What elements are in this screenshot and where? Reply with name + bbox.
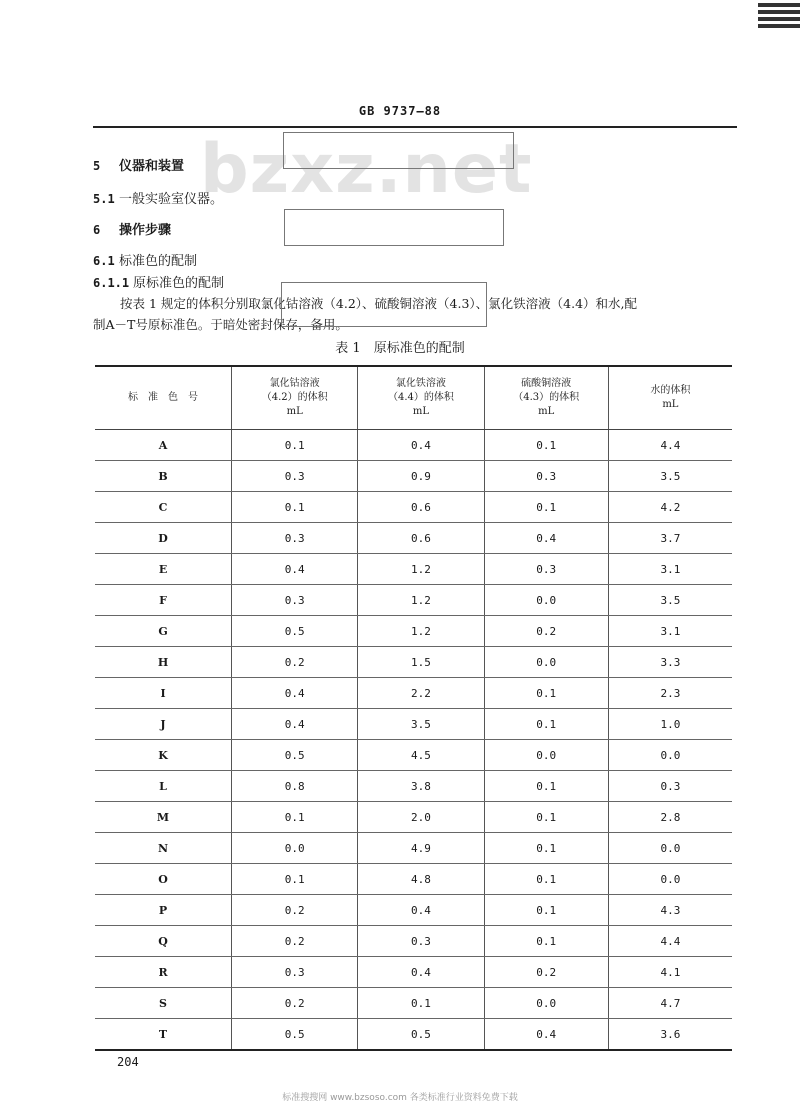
cell-copper-sulfate: 0.1 xyxy=(484,492,608,523)
table-row xyxy=(95,926,732,957)
standard-color-table xyxy=(95,365,732,1051)
redaction-box xyxy=(281,282,487,327)
cell-copper-sulfate: 0.1 xyxy=(484,833,608,864)
cell-cobalt-chloride: 0.5 xyxy=(232,1019,358,1051)
cell-ferric-chloride: 2.2 xyxy=(358,678,484,709)
header-copper-sulfate: 硫酸铜溶液 （4.3）的体积 mL xyxy=(484,366,608,430)
table-row xyxy=(95,678,732,709)
cell-color-number: P xyxy=(95,895,232,926)
cell-cobalt-chloride: 0.1 xyxy=(232,802,358,833)
footer-source: 标准搜搜网 www.bzsoso.com 各类标准行业资料免费下载 xyxy=(282,1093,518,1103)
cell-color-number: B xyxy=(95,461,232,492)
cell-copper-sulfate: 0.3 xyxy=(484,554,608,585)
cell-copper-sulfate: 0.1 xyxy=(484,709,608,740)
corner-marks xyxy=(758,0,800,36)
table-row xyxy=(95,709,732,740)
cell-cobalt-chloride: 0.2 xyxy=(232,988,358,1019)
cell-water-volume: 3.5 xyxy=(608,461,732,492)
cell-color-number: Q xyxy=(95,926,232,957)
table-row xyxy=(95,957,732,988)
cell-ferric-chloride: 0.4 xyxy=(358,957,484,988)
cell-cobalt-chloride: 0.2 xyxy=(232,895,358,926)
cell-cobalt-chloride: 0.5 xyxy=(232,616,358,647)
cell-cobalt-chloride: 0.4 xyxy=(232,678,358,709)
cell-cobalt-chloride: 0.8 xyxy=(232,771,358,802)
section-5: 5 仪器和装置 xyxy=(93,159,185,174)
cell-cobalt-chloride: 0.4 xyxy=(232,554,358,585)
cell-ferric-chloride: 1.5 xyxy=(358,647,484,678)
table-row xyxy=(95,430,732,461)
redaction-box xyxy=(284,209,504,246)
cell-cobalt-chloride: 0.1 xyxy=(232,492,358,523)
cell-ferric-chloride: 1.2 xyxy=(358,585,484,616)
cell-cobalt-chloride: 0.5 xyxy=(232,740,358,771)
cell-copper-sulfate: 0.0 xyxy=(484,585,608,616)
table-row xyxy=(95,1019,732,1051)
table-row xyxy=(95,833,732,864)
section-5-1: 5.1 一般实验室仪器。 xyxy=(93,192,224,207)
cell-ferric-chloride: 0.3 xyxy=(358,926,484,957)
table-row xyxy=(95,864,732,895)
cell-water-volume: 3.3 xyxy=(608,647,732,678)
cell-ferric-chloride: 0.9 xyxy=(358,461,484,492)
table-row xyxy=(95,523,732,554)
cell-cobalt-chloride: 0.3 xyxy=(232,585,358,616)
table-row xyxy=(95,554,732,585)
cell-color-number: C xyxy=(95,492,232,523)
cell-ferric-chloride: 2.0 xyxy=(358,802,484,833)
header-cobalt-chloride: 氯化钴溶液 （4.2）的体积 mL xyxy=(232,366,358,430)
cell-copper-sulfate: 0.1 xyxy=(484,864,608,895)
table-row xyxy=(95,461,732,492)
cell-water-volume: 3.7 xyxy=(608,523,732,554)
watermark: bzxz.net xyxy=(200,130,533,209)
cell-water-volume: 0.3 xyxy=(608,771,732,802)
cell-water-volume: 4.2 xyxy=(608,492,732,523)
cell-cobalt-chloride: 0.1 xyxy=(232,864,358,895)
cell-color-number: D xyxy=(95,523,232,554)
cell-water-volume: 0.0 xyxy=(608,740,732,771)
cell-water-volume: 0.0 xyxy=(608,864,732,895)
cell-cobalt-chloride: 0.3 xyxy=(232,523,358,554)
cell-ferric-chloride: 0.4 xyxy=(358,895,484,926)
cell-ferric-chloride: 1.2 xyxy=(358,616,484,647)
cell-ferric-chloride: 4.9 xyxy=(358,833,484,864)
cell-water-volume: 4.4 xyxy=(608,926,732,957)
cell-ferric-chloride: 3.8 xyxy=(358,771,484,802)
cell-color-number: O xyxy=(95,864,232,895)
cell-cobalt-chloride: 0.2 xyxy=(232,647,358,678)
table-header-row xyxy=(95,366,732,430)
table-row xyxy=(95,740,732,771)
cell-ferric-chloride: 0.1 xyxy=(358,988,484,1019)
cell-color-number: K xyxy=(95,740,232,771)
table-row xyxy=(95,771,732,802)
cell-copper-sulfate: 0.1 xyxy=(484,802,608,833)
cell-color-number: G xyxy=(95,616,232,647)
cell-copper-sulfate: 0.1 xyxy=(484,895,608,926)
cell-color-number: H xyxy=(95,647,232,678)
header-rule xyxy=(93,126,737,128)
page-number: 204 xyxy=(117,1055,139,1069)
cell-copper-sulfate: 0.0 xyxy=(484,988,608,1019)
header-water-volume: 水的体积 mL xyxy=(608,366,732,430)
cell-copper-sulfate: 0.0 xyxy=(484,740,608,771)
paragraph-line-2: 制A－T号原标准色。于暗处密封保存，备用。 xyxy=(93,317,348,332)
cell-color-number: E xyxy=(95,554,232,585)
cell-color-number: M xyxy=(95,802,232,833)
cell-color-number: R xyxy=(95,957,232,988)
paragraph-line-1: 按表 1 规定的体积分别取氯化钴溶液（4.2）、硫酸铜溶液（4.3）、氯化铁溶液（4.4）和水,配 xyxy=(120,296,638,311)
cell-color-number: F xyxy=(95,585,232,616)
cell-water-volume: 3.5 xyxy=(608,585,732,616)
cell-water-volume: 3.6 xyxy=(608,1019,732,1051)
cell-color-number: S xyxy=(95,988,232,1019)
cell-cobalt-chloride: 0.0 xyxy=(232,833,358,864)
cell-water-volume: 1.0 xyxy=(608,709,732,740)
table-body xyxy=(95,430,732,1051)
cell-water-volume: 4.3 xyxy=(608,895,732,926)
cell-water-volume: 4.4 xyxy=(608,430,732,461)
cell-color-number: J xyxy=(95,709,232,740)
cell-copper-sulfate: 0.4 xyxy=(484,523,608,554)
cell-cobalt-chloride: 0.4 xyxy=(232,709,358,740)
cell-copper-sulfate: 0.2 xyxy=(484,616,608,647)
table-caption: 表 1 原标准色的配制 xyxy=(335,341,465,356)
table-row xyxy=(95,585,732,616)
cell-water-volume: 3.1 xyxy=(608,554,732,585)
cell-copper-sulfate: 0.3 xyxy=(484,461,608,492)
standard-number: GB 9737—88 xyxy=(358,104,442,118)
cell-ferric-chloride: 0.6 xyxy=(358,523,484,554)
cell-water-volume: 4.1 xyxy=(608,957,732,988)
cell-copper-sulfate: 0.1 xyxy=(484,430,608,461)
table-row xyxy=(95,895,732,926)
cell-ferric-chloride: 4.8 xyxy=(358,864,484,895)
header-color-number: 标 准 色 号 xyxy=(95,366,232,430)
cell-cobalt-chloride: 0.3 xyxy=(232,957,358,988)
table-row xyxy=(95,492,732,523)
section-6: 6 操作步骤 xyxy=(93,223,172,238)
cell-copper-sulfate: 0.2 xyxy=(484,957,608,988)
cell-water-volume: 2.8 xyxy=(608,802,732,833)
cell-ferric-chloride: 1.2 xyxy=(358,554,484,585)
cell-copper-sulfate: 0.1 xyxy=(484,771,608,802)
cell-ferric-chloride: 0.4 xyxy=(358,430,484,461)
cell-copper-sulfate: 0.1 xyxy=(484,678,608,709)
cell-water-volume: 0.0 xyxy=(608,833,732,864)
section-6-1-1: 6.1.1 原标准色的配制 xyxy=(93,276,225,291)
cell-cobalt-chloride: 0.2 xyxy=(232,926,358,957)
cell-color-number: L xyxy=(95,771,232,802)
cell-color-number: A xyxy=(95,430,232,461)
cell-cobalt-chloride: 0.1 xyxy=(232,430,358,461)
cell-color-number: N xyxy=(95,833,232,864)
cell-copper-sulfate: 0.1 xyxy=(484,926,608,957)
cell-color-number: I xyxy=(95,678,232,709)
cell-water-volume: 2.3 xyxy=(608,678,732,709)
section-6-1: 6.1 标准色的配制 xyxy=(93,254,198,269)
redaction-box xyxy=(283,132,514,169)
table-row xyxy=(95,616,732,647)
header-ferric-chloride: 氯化铁溶液 （4.4）的体积 mL xyxy=(358,366,484,430)
cell-water-volume: 4.7 xyxy=(608,988,732,1019)
cell-cobalt-chloride: 0.3 xyxy=(232,461,358,492)
cell-copper-sulfate: 0.0 xyxy=(484,647,608,678)
cell-water-volume: 3.1 xyxy=(608,616,732,647)
table-row xyxy=(95,988,732,1019)
cell-ferric-chloride: 3.5 xyxy=(358,709,484,740)
cell-copper-sulfate: 0.4 xyxy=(484,1019,608,1051)
table-row xyxy=(95,647,732,678)
cell-ferric-chloride: 0.6 xyxy=(358,492,484,523)
cell-color-number: T xyxy=(95,1019,232,1051)
cell-ferric-chloride: 0.5 xyxy=(358,1019,484,1051)
cell-ferric-chloride: 4.5 xyxy=(358,740,484,771)
table-row xyxy=(95,802,732,833)
